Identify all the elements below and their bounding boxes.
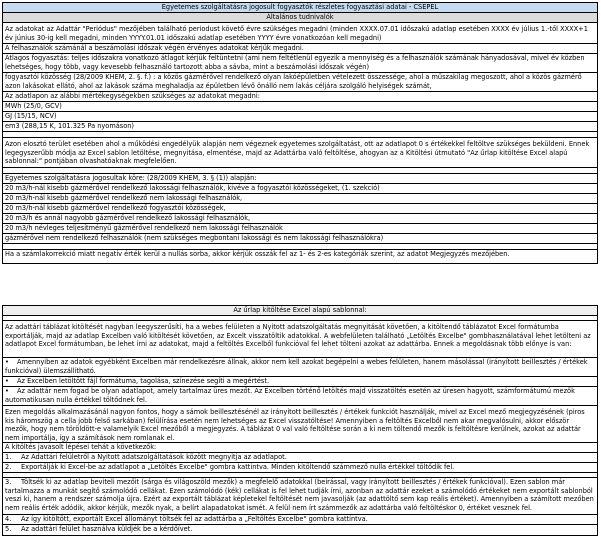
step-text: Az így kitöltött, exportált Excel állományt töltsék fel az adattárba a „Feltöltés Excelbe" gombra kattintva. — [21, 515, 368, 523]
unit-row: MWh (25/0, GCV) — [3, 102, 597, 112]
bullet-icon: • — [5, 377, 9, 385]
paste-values-note: Ezen megoldás alkalmazásánál nagyon fontos, hogy a sámok beillesztésénél az irányított beillesztés / értékek funkciót használják, mivel az Excel mező megjegyzésének (piros kis háromszög a cella jobb felső sarkában) felülírása esetén nem lehetséges az Excel visszatöltése! Amennyiben a feltöltés Excelből nem akar megvalósulni, akkor először mezők, hogy nem töröldött-e valamelyik Excel mezőből a megjegyzés. A táblázat 0 val való feltöltése során a ki nem töltendő mezők is feltöltésre kerülnek, azokat az adattár nem importálja, így a számítások nem romlanak el. — [3, 406, 597, 443]
step-text: Az adattári felület használva küldjék be a kérdőívet. — [21, 525, 193, 533]
step-text: Az Adattári felületről a Nyitott adatszolgáltatások között megnyitja az adatlapot. — [21, 453, 287, 461]
period-note: Az adatokat az Adattár "Periódus" mezőjében található periodust követő évre szükséges megadni (minden XXXX.07.01 időszakú adatlap esetében XXXX év július 1.-től XXXX+1 év június 30-ig kell megadni, minden YYYY.01.01 időszakú adatlap esetében YYYY évre vonatkozóan kell megadni) — [3, 23, 597, 44]
section2-title: Az űrlap kitöltése Excel alapú sablonnal: — [3, 306, 597, 316]
consumer-community-note: fogyasztói közösség (28/2009 KHEM, 2. §. f.) : a közös gázmérővel rendelkező olyan lakóépületben vételezett összessége, ahol a műszakilag megoszott, ahol a közös gázmérő azon lakásokat ellátó, ahol az lakások száma meghaladja az épületben lévő önálló nem lakás céljára szolgáló helyiségek számát, — [3, 73, 597, 92]
excel-intro: Az adattári táblázat kitöltését nagyban leegyszerűsíti, ha a webes felületen a Nyitott adatszolgáltatás megnyitását követően, a kitöltendő táblázatot Excel formátumba exportálják, majd az adatlap Excelben való kitöltését követően, az Excelt visszatöltik adatokkal. A webfelületen található „Letöltés Excelbe" gombhasználatával lehet letölteni az adatlapot Excel formátumban, be lehet írni az adatokat, majd a feltöltés Excelből funkcióval fel lehet tölteni azokat az adattárba. Ennek a megoldásnak több előnye is van: — [3, 321, 597, 358]
step-number: 3. — [5, 478, 12, 486]
step-item — [3, 463, 597, 473]
advantage-item — [3, 358, 597, 377]
step-number: 1. — [5, 453, 12, 461]
step-number: 5. — [5, 525, 12, 533]
zero-values-note: Azon elosztó terület esetében ahol a működési engedélyük alapján nem végeznek egyetemes szolgáltatást, ott az adatlapot 0 s értékekkel feltöltve szükséges beküldeni. Ennek legegyszerűbb módja az Excel sablon letöltése, megnyitása, elmentése, majd az Adattárba való feltöltése, ahogyan az a Kitöltési útmutató "Az űrlap kitöltése Excel alapú sablonnal:" pontjában olvashatóaknak megfelelően. — [3, 138, 597, 168]
unit-row: em3 (288,15 K, 101.325 Pa nyomáson) — [3, 122, 597, 132]
step-text: Töltsék ki az adatlap beviteli mezőit (sárga és világoszöld mezők) a megfelelő adatokkal (beírással, vagy irányított beillesztés / értékek funkcióval). Ezen sablon már tartalmazza a munkát segítő számolódó cellákat. Ezen számolódó (kék) cellákat is fel lehet tudják írni, azonban az adattár ezeket a számolódó értékeket nem exportált sablonból veszi ki, hanem a rendszer számolja újra. Ezért az exportált táblázat képletekel feltöltését nem javasolják (az adattöltő sem kap reális értéket). Amennyiben a számított mezőben nem reális érték adódik, akkor kérjük, mezők nyak, a belírt alapadatokat ismét. A felül nem írt számmezők az adattárba való feltöltéskor 0, értéket vesznek fel. — [5, 478, 594, 512]
advantage-item — [3, 377, 597, 387]
average-consumption-note: Átlagos fogyasztás: teljes időszakra vonatkozó átlagot kérjük feltüntetni (ami nem feltétlenül egyezik a mennyiség és a felhasználók számának hányadosával, mivel év közben lehetséges, hogy több, vagy kevesebb felhasználó tartozott abba a sávba, mint a beszámolási időszak végén) — [3, 54, 597, 73]
step-item — [3, 515, 597, 525]
user-count-note: A felhasználók számánál a beszámolási időszak végén érvényes adatokat kérjük megadni. — [3, 44, 597, 54]
advantage-item — [3, 387, 597, 406]
unit-row: GJ (15/15, NCV) — [3, 112, 597, 122]
step-text: Exportálják ki Excel-be az adatlapot a „Letöltés Excelbe" gombra kattintva. Minden kitöltendő számmező nulla értékkel töltődik fel. — [21, 463, 455, 471]
general-info-table — [2, 2, 598, 264]
step-item — [3, 525, 597, 535]
advantage-text: Amennyiben az adatok egyébként Excelben már rendelkezésre állnak, akkor nem kell azokat begépelni a webes felületen, hanem másolással (irányított beillesztés / értékek funkcióval) ülemszállítható. — [5, 358, 588, 375]
step-item — [3, 453, 597, 463]
units-intro: Az adatlapon az alábbi mértékegységekben szükséges az adatokat megadni: — [3, 92, 597, 102]
eligible-row: 20 m3/h névleges teljesítményű gázmérővel rendelkező nem lakossági felhasználók — [3, 224, 597, 234]
eligible-row: 20 m3/h és annál nagyobb gázmérővel rendelkező lakossági felhasználók, — [3, 214, 597, 224]
section1-title: Egyetemes szolgáltatásra jogosult fogyasztók részletes fogyasztási adatai - CSEPEL — [3, 3, 597, 13]
step-item — [3, 478, 597, 515]
steps-intro: A kitöltés javasolt lépései tehát a következők: — [3, 443, 597, 453]
negative-value-note: Ha a számlakorrekció miatt negatív érték kerül a nullás sorba, akkor kérjük osszák fel az 1- és 2-es kategóriák szerint, az adatot Megjegyzés mezőjében. — [5, 250, 510, 258]
bullet-icon: • — [5, 387, 9, 395]
bullet-icon: • — [5, 358, 9, 366]
excel-template-table — [2, 305, 598, 536]
eligible-row: 20 m3/h-nál kisebb gázmérővel rendelkező fogyasztói közösségek, — [3, 204, 597, 214]
advantage-text: Az Excelben letöltött fájl formátuma, tagolása, színezése segíti a megértést. — [17, 377, 270, 385]
eligible-row: 20 m3/h-nál kisebb gázmérővel rendelkező lakossági felhasználók, kivéve a fogyasztói közösségeket, (1. szekció) — [3, 184, 597, 194]
advantage-text: Az adattár nem fogad be olyan adatlapot, amely tartalmaz üres mezőt. Az Excelben történő letöltés majd visszatöltés esetén az üresen hagyott, számformátumú mezők automatikusan nulla értékkel töltődnek fel. — [5, 387, 575, 404]
eligible-row: gázmérővel nem rendelkező felhasználók (nem szükséges megbontani lakossági és nem lakossági felhasználókra) — [3, 234, 597, 244]
section1-subtitle: Általános tudnivalók — [3, 13, 597, 23]
eligible-row: 20 m3/h-nál kisebb gázmérővel rendelkező nem lakossági felhasználók, — [3, 194, 597, 204]
eligible-intro: Egyetemes szolgáltatásra jogosultak köre: (28/2009 KHEM, 3. § (1)) alapján: — [3, 174, 597, 184]
step-number: 2. — [5, 463, 12, 471]
step-number: 4. — [5, 515, 12, 523]
